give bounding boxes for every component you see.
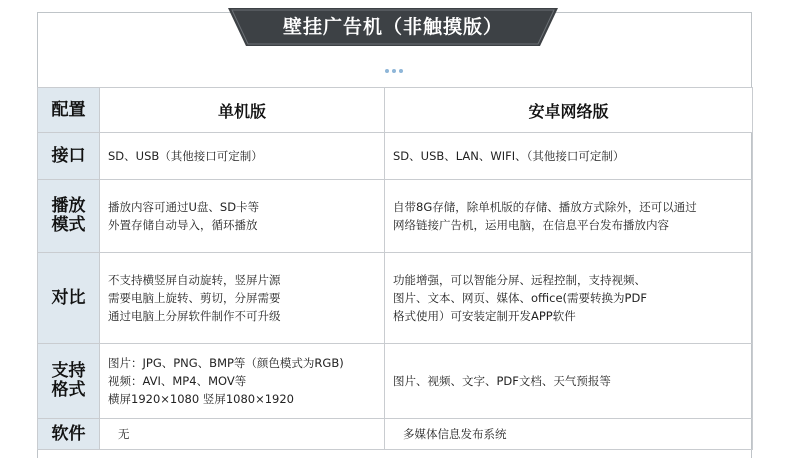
header-android: 安卓网络版 (385, 88, 753, 133)
table-row (38, 344, 753, 419)
row-label (38, 419, 100, 450)
row-label (38, 253, 100, 344)
table-row (38, 180, 753, 253)
single-cell (100, 344, 385, 419)
android-cell-line: 图片、文本、网页、媒体、office(需要转换为PDF (393, 291, 647, 305)
title-banner (228, 8, 558, 46)
single-cell (100, 133, 385, 180)
single-cell-line: 无 (118, 427, 130, 441)
single-cell-line: 通过电脑上分屏软件制作不可升级 (108, 309, 281, 323)
header-config: 配置 (38, 88, 100, 133)
table-header-row (38, 88, 753, 133)
android-cell (385, 344, 753, 419)
single-cell-line: 外置存储自动导入，循环播放 (108, 218, 258, 232)
single-cell (100, 253, 385, 344)
header-single: 单机版 (100, 88, 385, 133)
page-title: 壁挂广告机（非触摸版） (282, 16, 503, 38)
row-label-line: 接口 (51, 145, 86, 166)
table-row (38, 133, 753, 180)
android-cell-line: 自带8G存储，除单机版的存储、播放方式除外，还可以通过 (393, 200, 697, 214)
comparison-table (37, 87, 753, 450)
android-cell (385, 419, 753, 450)
row-label-line: 格式 (51, 380, 86, 400)
decor-dots (385, 58, 409, 64)
row-label-line: 软件 (51, 423, 86, 444)
single-cell-line: SD、USB（其他接口可定制） (108, 149, 263, 163)
single-cell-line: 横屏1920×1080 竖屏1080×1920 (108, 392, 294, 406)
row-label (38, 133, 100, 180)
single-cell (100, 180, 385, 253)
single-cell-line: 播放内容可通过U盘、SD卡等 (108, 200, 260, 214)
row-label-line: 模式 (51, 215, 86, 235)
single-cell (100, 419, 385, 450)
row-label (38, 344, 100, 419)
single-cell-line: 视频：AVI、MP4、MOV等 (108, 374, 247, 388)
row-label-line: 播放 (51, 196, 86, 216)
android-cell (385, 133, 753, 180)
android-cell-line: 网络链接广告机，运用电脑，在信息平台发布播放内容 (393, 218, 669, 232)
android-cell-line: 多媒体信息发布系统 (403, 427, 507, 441)
android-cell (385, 180, 753, 253)
android-cell-line: 格式使用）可安装定制开发APP软件 (393, 309, 576, 323)
single-cell-line: 图片：JPG、PNG、BMP等（颜色模式为RGB) (108, 356, 344, 370)
android-cell (385, 253, 753, 344)
single-cell-line: 不支持横竖屏自动旋转，竖屏片源 (108, 273, 281, 287)
table-row (38, 253, 753, 344)
row-label (38, 180, 100, 253)
android-cell-line: SD、USB、LAN、WIFI、（其他接口可定制） (393, 149, 625, 163)
table-row (38, 419, 753, 450)
row-label-line: 对比 (51, 287, 86, 308)
android-cell-line: 图片、视频、文字、PDF文档、天气预报等 (393, 374, 611, 388)
android-cell-line: 功能增强，可以智能分屏、远程控制，支持视频、 (393, 273, 646, 287)
single-cell-line: 需要电脑上旋转、剪切，分屏需要 (108, 291, 281, 305)
row-label-line: 支持 (51, 361, 86, 381)
